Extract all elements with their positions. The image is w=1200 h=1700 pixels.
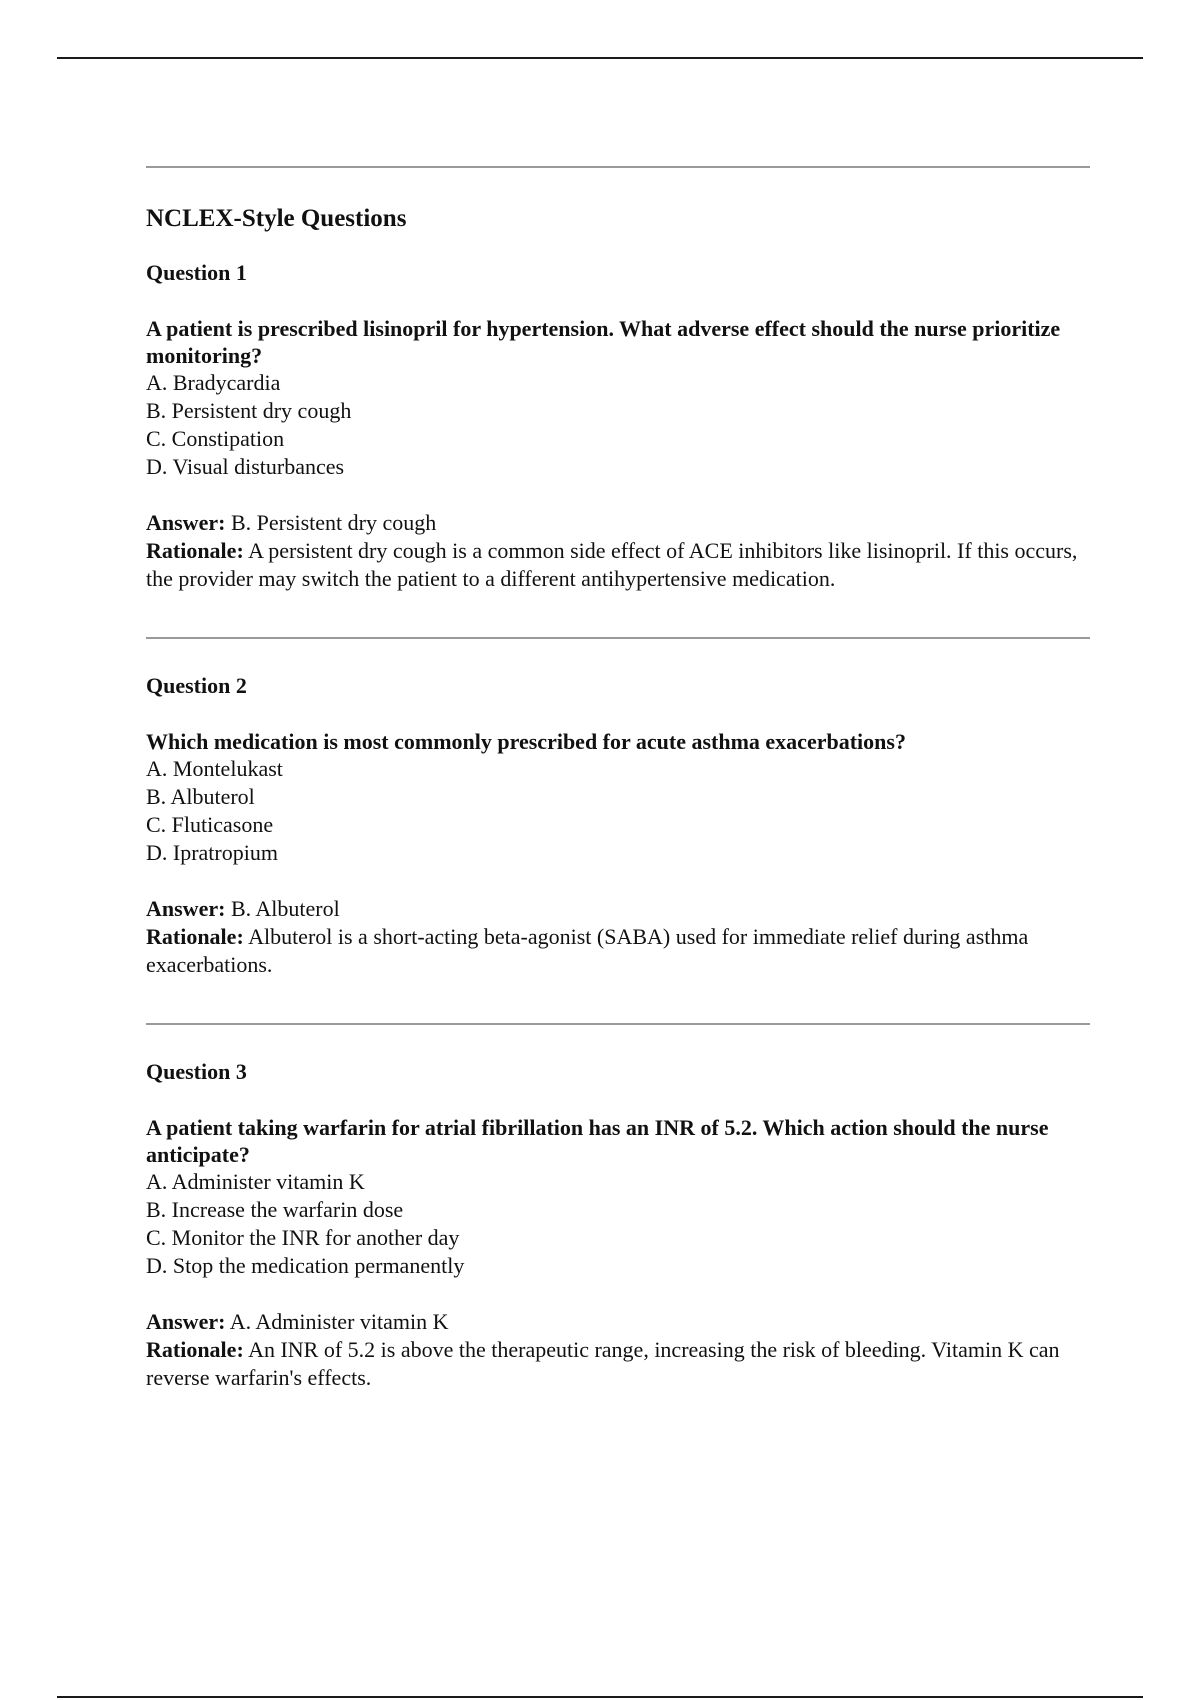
- document-title: NCLEX-Style Questions: [146, 205, 407, 232]
- option-b: B. Albuterol: [146, 784, 255, 809]
- option-b: B. Persistent dry cough: [146, 398, 352, 423]
- rationale-line: [146, 923, 1090, 979]
- question-stem: A patient is prescribed lisinopril for hypertension. What adverse effect should the nurse prioritize monitoring?: [146, 316, 1061, 368]
- answer-label: Answer:: [146, 896, 226, 921]
- section-divider: [146, 166, 1090, 168]
- question-heading: Question 3: [146, 1059, 247, 1084]
- rationale-text: A persistent dry cough is a common side effect of ACE inhibitors like lisinopril. If this occurs, the provider may switch the patient to a different antihypertensive medication.: [146, 538, 1078, 591]
- answer-options: [146, 1168, 1090, 1280]
- rationale-label: Rationale:: [146, 538, 244, 563]
- answer-options: [146, 755, 1090, 867]
- answer-block: [146, 895, 1090, 979]
- page-bottom-rule: [57, 1696, 1143, 1698]
- rationale-line: [146, 1336, 1090, 1392]
- rationale-line: [146, 537, 1090, 593]
- option-b: B. Increase the warfarin dose: [146, 1197, 404, 1222]
- answer-label: Answer:: [146, 1309, 226, 1334]
- answer-value: B. Albuterol: [230, 896, 340, 921]
- option-d: D. Ipratropium: [146, 840, 278, 865]
- answer-line: [146, 1308, 1090, 1336]
- section-divider: [146, 637, 1090, 639]
- answer-block: [146, 1308, 1090, 1392]
- answer-block: [146, 509, 1090, 593]
- answer-label: Answer:: [146, 510, 226, 535]
- document-body: [146, 166, 1090, 1392]
- answer-line: [146, 895, 1090, 923]
- rationale-label: Rationale:: [146, 1337, 244, 1362]
- option-c: C. Monitor the INR for another day: [146, 1225, 460, 1250]
- rationale-text: Albuterol is a short-acting beta-agonist (SABA) used for immediate relief during asthma exacerbations.: [146, 924, 1029, 977]
- option-c: C. Constipation: [146, 426, 285, 451]
- question-heading: Question 1: [146, 260, 247, 285]
- question-stem: Which medication is most commonly prescribed for acute asthma exacerbations?: [146, 729, 906, 754]
- question-2: [146, 672, 1090, 979]
- option-d: D. Stop the medication permanently: [146, 1253, 465, 1278]
- question-stem: A patient taking warfarin for atrial fibrillation has an INR of 5.2. Which action should the nurse anticipate?: [146, 1115, 1049, 1167]
- option-a: A. Bradycardia: [146, 370, 281, 395]
- rationale-label: Rationale:: [146, 924, 244, 949]
- question-1: [146, 259, 1090, 593]
- page-top-rule: [57, 57, 1143, 59]
- section-divider: [146, 1023, 1090, 1025]
- rationale-text: An INR of 5.2 is above the therapeutic range, increasing the risk of bleeding. Vitamin K can reverse warfarin's effects.: [146, 1337, 1060, 1390]
- question-3: [146, 1058, 1090, 1392]
- question-heading: Question 2: [146, 673, 247, 698]
- option-d: D. Visual disturbances: [146, 454, 345, 479]
- option-c: C. Fluticasone: [146, 812, 274, 837]
- option-a: A. Administer vitamin K: [146, 1169, 365, 1194]
- answer-value: B. Persistent dry cough: [230, 510, 437, 535]
- answer-options: [146, 369, 1090, 481]
- answer-value: A. Administer vitamin K: [229, 1309, 449, 1334]
- answer-line: [146, 509, 1090, 537]
- option-a: A. Montelukast: [146, 756, 283, 781]
